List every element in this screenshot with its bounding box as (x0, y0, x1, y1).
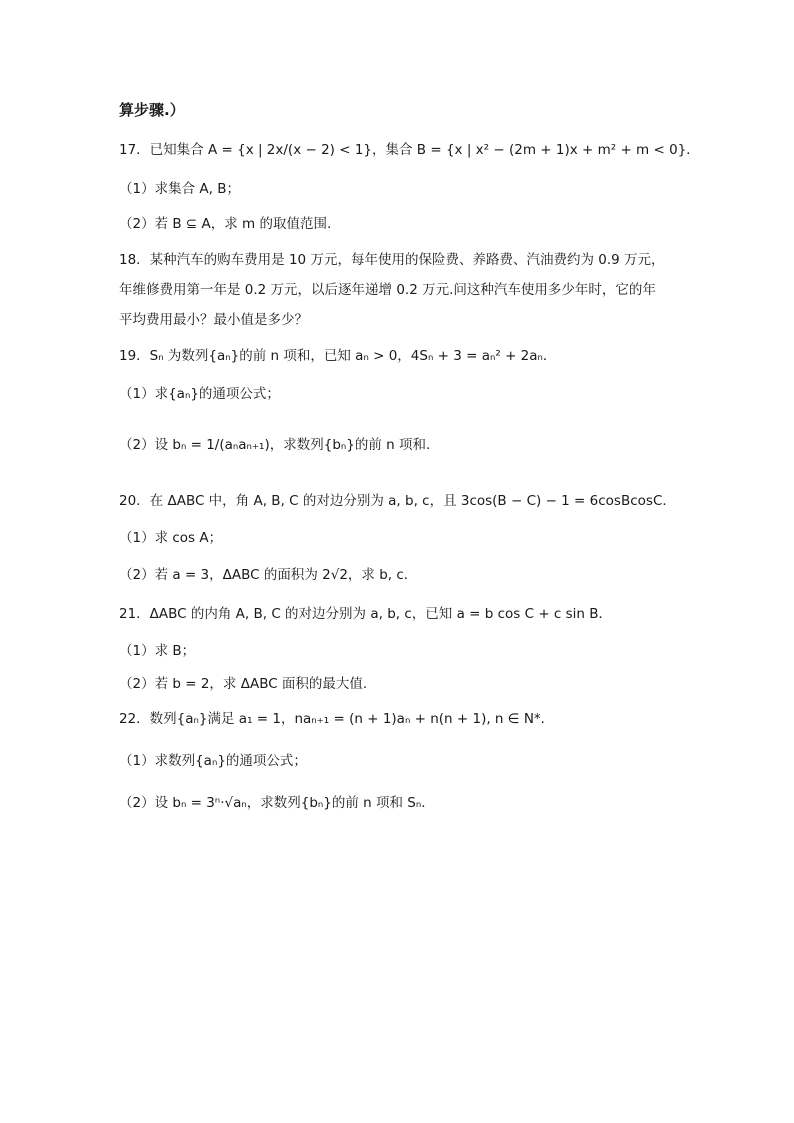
problem-20-part-1: （1）求 cos A； (119, 530, 223, 546)
problem-22-statement: 22．数列{aₙ}满足 a₁ = 1，naₙ₊₁ = (n + 1)aₙ + n(n + 1), n ∈ N*． (119, 711, 555, 727)
problem-19-part-2: （2）设 bₙ = 1/(aₙaₙ₊₁)，求数列{bₙ}的前 n 项和. (119, 437, 431, 453)
problem-20-part-2: （2）若 a = 3，ΔABC 的面积为 2√2，求 b, c． (119, 567, 418, 583)
problem-20-statement: 20．在 ΔABC 中，角 A, B, C 的对边分别为 a, b, c，且 3cos(B − C) − 1 = 6cosBcosC． (119, 493, 676, 509)
problem-21-part-2: （2）若 b = 2，求 ΔABC 面积的最大值. (119, 676, 368, 692)
problem-22-part-1: （1）求数列{aₙ}的通项公式； (119, 753, 307, 769)
problem-19-statement: 19．Sₙ 为数列{aₙ}的前 n 项和，已知 aₙ > 0，4Sₙ + 3 = aₙ² + 2aₙ． (119, 348, 557, 364)
problem-18-line-1: 18．某种汽车的购车费用是 10 万元，每年使用的保险费、养路费、汽油费约为 0.9 万元， (119, 252, 665, 268)
problem-18-line-2: 年维修费用第一年是 0.2 万元，以后逐年递增 0.2 万元.问这种汽车使用多少年时，它的年 (119, 282, 656, 298)
problem-17-statement: 17．已知集合 A = {x | 2x/(x − 2) < 1}，集合 B = {x | x² − (2m + 1)x + m² + m < 0}． (119, 142, 700, 158)
problem-19-part-1: （1）求{aₙ}的通项公式； (119, 386, 280, 402)
section-header: 算步骤.） (119, 101, 185, 119)
problem-22-part-2: （2）设 bₙ = 3ⁿ·√aₙ，求数列{bₙ}的前 n 项和 Sₙ． (119, 795, 435, 811)
problem-17-part-2: （2）若 B ⊆ A，求 m 的取值范围. (119, 216, 332, 232)
problem-21-part-1: （1）求 B； (119, 643, 196, 659)
problem-18-line-3: 平均费用最小？最小值是多少？ (119, 312, 308, 328)
problem-21-statement: 21．ΔABC 的内角 A, B, C 的对边分别为 a, b, c，已知 a = b cos C + c sin B． (119, 606, 613, 622)
problem-17-part-1: （1）求集合 A, B； (119, 181, 240, 197)
